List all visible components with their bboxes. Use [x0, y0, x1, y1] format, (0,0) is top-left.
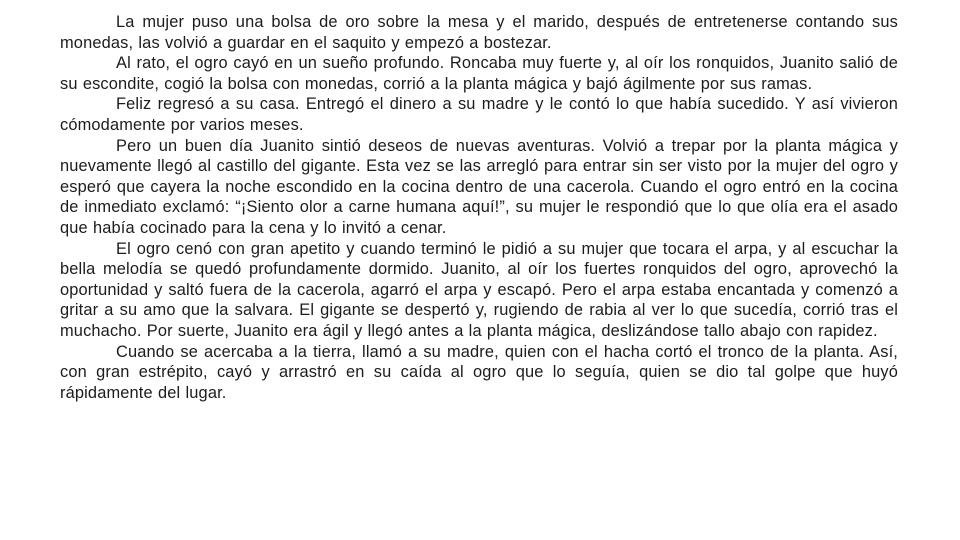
paragraph-4: Pero un buen día Juanito sintió deseos de nuevas aventuras. Volvió a trepar por la planta mágica y nuevamente llegó al castillo del gigante. Esta vez se las arregló para entrar sin ser visto por la mujer del ogro y esperó que cayera la noche escondido en la cocina dentro de una cacerola. Cuando el ogro entró en la cocina de inmediato exclamó: “¡Siento olor a carne humana aquí!”, su mujer le respondió que lo que olía era el asado que había cocinado para la cena y lo invitó a cenar.	[60, 136, 898, 237]
paragraph-1: La mujer puso una bolsa de oro sobre la mesa y el marido, después de entretenerse contando sus monedas, las volvió a guardar en el saquito y empezó a bostezar.	[60, 13, 898, 52]
paragraph-2: Al rato, el ogro cayó en un sueño profundo. Roncaba muy fuerte y, al oír los ronquidos, Juanito salió de su escondite, cogió la bolsa con monedas, corrió a la planta mágica y bajó ágilmente por sus ramas.	[60, 54, 898, 93]
paragraph-3: Feliz regresó a su casa. Entregó el dinero a su madre y le contó lo que había sucedido. Y así vivieron cómodamente por varios meses.	[60, 95, 898, 134]
paragraph-6: Cuando se acercaba a la tierra, llamó a su madre, quien con el hacha cortó el tronco de la planta. Así, con gran estrépito, cayó y arrastró en su caída al ogro que lo seguía, quien se dio tal golpe que huyó rápidamente del lugar.	[60, 342, 898, 402]
document-page	[60, 12, 898, 532]
paragraph-5: El ogro cenó con gran apetito y cuando terminó le pidió a su mujer que tocara el arpa, y al escuchar la bella melodía se quedó profundamente dormido. Juanito, al oír los fuertes ronquidos del ogro, aprovechó la oportunidad y saltó fuera de la cacerola, agarró el arpa y escapó. Pero el arpa estaba encantada y comenzó a gritar a su amo que la salvara. El gigante se despertó y, rugiendo de rabia al ver lo que sucedía, corrió tras el muchacho. Por suerte, Juanito era ágil y llegó antes a la planta mágica, deslizándose tallo abajo con rapidez.	[60, 239, 898, 340]
